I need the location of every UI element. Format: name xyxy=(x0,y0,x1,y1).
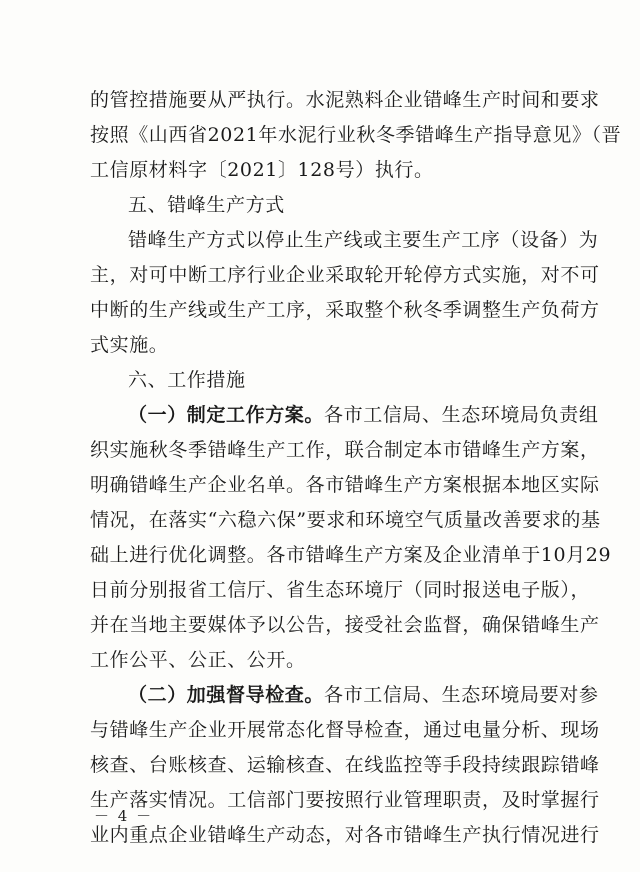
section-heading: 五、错峰生产方式 xyxy=(128,194,285,216)
text-line: 工作公平、公正、公开。 xyxy=(90,649,306,671)
text-line xyxy=(128,403,599,427)
text-line: 情况，在落实“六稳六保”要求和环境空气质量改善要求的基 xyxy=(90,509,601,531)
text-line: 错峰生产方式以停止生产线或主要生产工序（设备）为 xyxy=(128,229,599,251)
text-line: 核查、台账核查、运输核查、在线监控等手段持续跟踪错峰 xyxy=(90,754,600,776)
text-line: 式实施。 xyxy=(90,334,169,356)
text-line: 工信原材料字〔2021〕128号）执行。 xyxy=(90,159,434,181)
paragraph-text: 各市工信局、生态环境局要对参 xyxy=(324,684,599,706)
text-line: 织实施秋冬季错峰生产工作，联合制定本市错峰生产方案， xyxy=(90,439,600,461)
section-heading: 六、工作措施 xyxy=(128,369,246,391)
text-line xyxy=(128,683,599,707)
text-line: 础上进行优化调整。各市错峰生产方案及企业清单于10月29 xyxy=(90,544,612,566)
text-line: 的管控措施要从严执行。水泥熟料企业错峰生产时间和要求 xyxy=(90,89,600,111)
paragraph-text: 各市工信局、生态环境局负责组 xyxy=(324,404,599,426)
subsection-title: （二）加强督导检查。 xyxy=(128,684,325,706)
text-line: 主，对可中断工序行业企业采取轮开轮停方式实施，对不可 xyxy=(90,264,600,286)
text-line: 与错峰生产企业开展常态化督导检查，通过电量分析、现场 xyxy=(90,719,600,741)
text-line: 按照《山西省2021年水泥行业秋冬季错峰生产指导意见》（晋 xyxy=(90,124,622,146)
page-number: － 4 － xyxy=(94,807,154,825)
subsection-title: （一）制定工作方案。 xyxy=(128,404,325,426)
text-line: 明确错峰生产企业名单。各市错峰生产方案根据本地区实际 xyxy=(90,474,600,496)
text-line: 生产落实情况。工信部门要按照行业管理职责，及时掌握行 xyxy=(90,789,600,811)
text-line: 业内重点企业错峰生产动态，对各市错峰生产执行情况进行 xyxy=(90,824,600,846)
text-line: 日前分别报省工信厅、省生态环境厅（同时报送电子版）， xyxy=(90,579,591,601)
text-line: 中断的生产线或生产工序，采取整个秋冬季调整生产负荷方 xyxy=(90,299,600,321)
text-line: 并在当地主要媒体予以公告，接受社会监督，确保错峰生产 xyxy=(90,614,600,636)
